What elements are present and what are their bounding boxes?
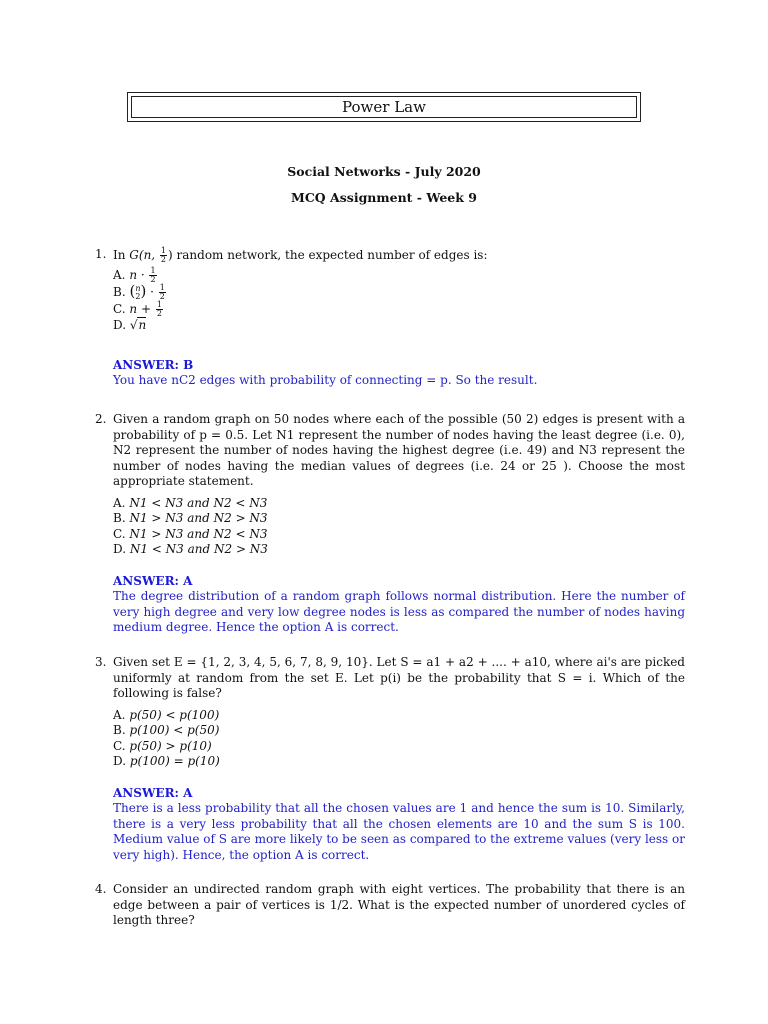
answer-block bbox=[113, 786, 685, 864]
question-2 bbox=[95, 412, 685, 636]
option-c: C. p(50) > p(10) bbox=[113, 738, 212, 753]
option-d: D. √n bbox=[113, 318, 147, 332]
question-number: 4. bbox=[95, 882, 107, 896]
answer-block bbox=[113, 574, 685, 636]
option-a: A. n · $\frac{1}{2}$ bbox=[113, 266, 156, 284]
option-a: A. p(50) < p(100) bbox=[113, 707, 220, 722]
option-b: B. N1 > N3 and N2 > N3 bbox=[113, 511, 268, 525]
option-c: C. N1 > N3 and N2 < N3 bbox=[113, 526, 268, 541]
option-b: B. ( n 2 ) · $\frac{1}{2}$ bbox=[113, 282, 165, 301]
question-4 bbox=[95, 882, 685, 929]
question-3 bbox=[95, 655, 685, 863]
answer-explanation: The degree distribution of a random graph follows normal distribution. Here the number of very high degree and very low degree nodes is less as compared the number of nodes having medium degree. Hence the option A is correct. bbox=[113, 589, 685, 634]
title-box bbox=[127, 92, 641, 122]
option-d: D. p(100) = p(10) bbox=[113, 754, 220, 768]
options-list bbox=[113, 267, 685, 334]
question-stem: Given a random graph on 50 nodes where each of the possible (50 2) edges is present with a probability of p = 0.5. Let N1 represent the number of nodes having the least degree (i.e. 0), N2 represent the number of nodes having the highest degree (i.e. 49) and N3 represent the number of nodes having the median values of degrees (i.e. 24 or 25 ). Choose the most appropriate statement. bbox=[113, 412, 685, 488]
answer-label: ANSWER: B bbox=[113, 357, 194, 372]
answer-label: ANSWER: A bbox=[113, 573, 193, 588]
course-title: Social Networks - July 2020 bbox=[287, 164, 481, 179]
question-stem: In G(n, $\frac{1}{2}$ ) random network, the expected number of edges is: bbox=[113, 246, 488, 264]
options-list bbox=[113, 496, 685, 558]
question-stem: Consider an undirected random graph with eight vertices. The probability that there is an edge between a pair of vertices is 1/2. What is the expected number of unordered cycles of length three? bbox=[113, 882, 685, 927]
question-1 bbox=[95, 247, 685, 389]
answer-explanation: There is a less probability that all the chosen values are 1 and hence the sum is 10. Similarly, there is a very less probability that all the chosen elements are 10 and the sum S is 100. Medium value of S are more likely to be seen as compared to the extreme values (very less or very high). Hence, the option A is correct. bbox=[113, 801, 685, 862]
assignment-title: MCQ Assignment - Week 9 bbox=[291, 190, 477, 205]
option-d: D. N1 < N3 and N2 > N3 bbox=[113, 542, 268, 556]
page-title: Power Law bbox=[131, 96, 637, 118]
question-stem: Given set E = {1, 2, 3, 4, 5, 6, 7, 8, 9, 10}. Let S = a1 + a2 + .... + a10, where ai's are picked uniformly at random from the set E. Let p(i) be the probability that S = i. Which of the following is false? bbox=[113, 655, 685, 700]
question-number: 3. bbox=[95, 655, 107, 669]
question-number: 2. bbox=[95, 412, 107, 426]
options-list bbox=[113, 708, 685, 770]
question-number: 1. bbox=[95, 247, 107, 261]
answer-label: ANSWER: A bbox=[113, 785, 193, 800]
option-c: C. n + $\frac{1}{2}$ bbox=[113, 300, 162, 318]
answer-explanation: You have nC2 edges with probability of connecting = p. So the result. bbox=[113, 373, 538, 387]
answer-block bbox=[113, 358, 685, 389]
option-a: A. N1 < N3 and N2 < N3 bbox=[113, 495, 268, 510]
option-b: B. p(100) < p(50) bbox=[113, 723, 220, 737]
